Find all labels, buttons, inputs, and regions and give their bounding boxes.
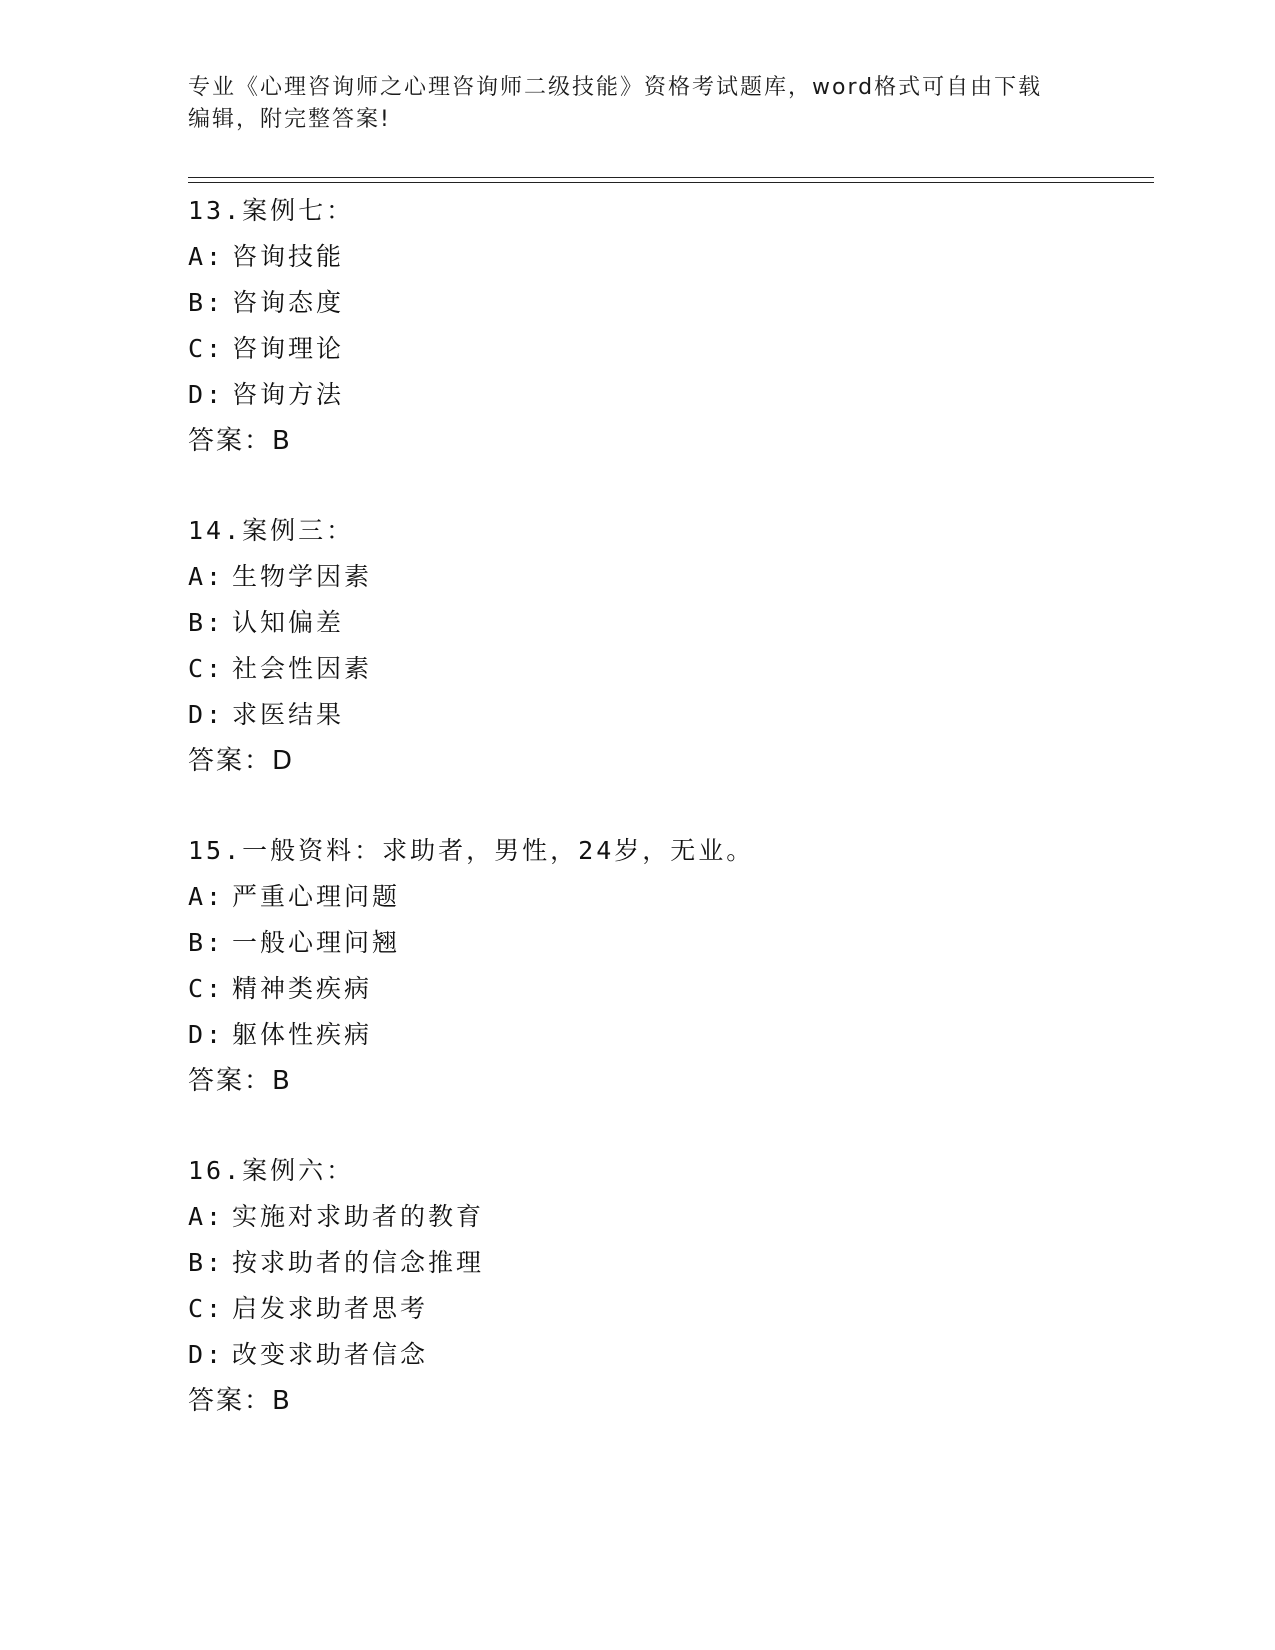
option-letter: A: <box>188 1202 225 1231</box>
option-d <box>188 1332 1148 1378</box>
question-list <box>188 188 1148 1468</box>
option-d <box>188 372 1148 418</box>
option-letter: D: <box>188 700 225 729</box>
option-letter: A: <box>188 562 225 591</box>
option-d <box>188 1012 1148 1058</box>
option-text: 社会性因素 <box>232 654 373 683</box>
question-stem: 14.案例三： <box>188 516 355 545</box>
option-text: 改变求助者信念 <box>232 1340 429 1369</box>
question-13 <box>188 188 1148 464</box>
option-b <box>188 280 1148 326</box>
answer-line: 答案：D <box>188 746 295 776</box>
option-letter: D: <box>188 1020 225 1049</box>
option-a <box>188 234 1148 280</box>
header-divider-top <box>188 177 1154 178</box>
answer-line: 答案：B <box>188 1066 292 1096</box>
option-text: 认知偏差 <box>232 608 345 637</box>
option-b <box>188 1240 1148 1286</box>
option-c <box>188 326 1148 372</box>
header-line-1: 专业《心理咨询师之心理咨询师二级技能》资格考试题库，word格式可自由下载 <box>188 75 1043 100</box>
document-header <box>188 72 1088 136</box>
option-text: 求医结果 <box>232 700 345 729</box>
option-text: 严重心理问题 <box>232 882 401 911</box>
option-letter: C: <box>188 334 225 363</box>
option-letter: B: <box>188 608 225 637</box>
question-stem: 15.一般资料：求助者，男性，24岁，无业。 <box>188 836 755 865</box>
question-stem: 13.案例七： <box>188 196 355 225</box>
option-text: 躯体性疾病 <box>232 1020 373 1049</box>
option-letter: B: <box>188 288 225 317</box>
option-letter: A: <box>188 882 225 911</box>
option-text: 实施对求助者的教育 <box>232 1202 485 1231</box>
option-text: 生物学因素 <box>232 562 373 591</box>
option-text: 启发求助者思考 <box>232 1294 429 1323</box>
header-line-2: 编辑，附完整答案! <box>188 107 391 132</box>
option-d <box>188 692 1148 738</box>
option-text: 咨询理论 <box>232 334 345 363</box>
option-letter: C: <box>188 654 225 683</box>
option-letter: C: <box>188 974 225 1003</box>
question-14 <box>188 508 1148 784</box>
question-stem: 16.案例六： <box>188 1156 355 1185</box>
option-text: 咨询技能 <box>232 242 345 271</box>
option-a <box>188 1194 1148 1240</box>
question-15 <box>188 828 1148 1104</box>
option-letter: D: <box>188 380 225 409</box>
option-c <box>188 1286 1148 1332</box>
option-letter: A: <box>188 242 225 271</box>
option-b <box>188 920 1148 966</box>
option-text: 咨询方法 <box>232 380 345 409</box>
answer-line: 答案：B <box>188 1386 292 1416</box>
question-16 <box>188 1148 1148 1424</box>
option-a <box>188 554 1148 600</box>
option-c <box>188 646 1148 692</box>
option-text: 一般心理问翘 <box>232 928 401 957</box>
option-text: 按求助者的信念推理 <box>232 1248 485 1277</box>
option-text: 精神类疾病 <box>232 974 373 1003</box>
option-a <box>188 874 1148 920</box>
option-b <box>188 600 1148 646</box>
option-letter: B: <box>188 928 225 957</box>
option-letter: B: <box>188 1248 225 1277</box>
option-text: 咨询态度 <box>232 288 345 317</box>
option-letter: C: <box>188 1294 225 1323</box>
option-letter: D: <box>188 1340 225 1369</box>
header-divider-bottom <box>188 182 1154 183</box>
answer-line: 答案：B <box>188 426 292 456</box>
option-c <box>188 966 1148 1012</box>
